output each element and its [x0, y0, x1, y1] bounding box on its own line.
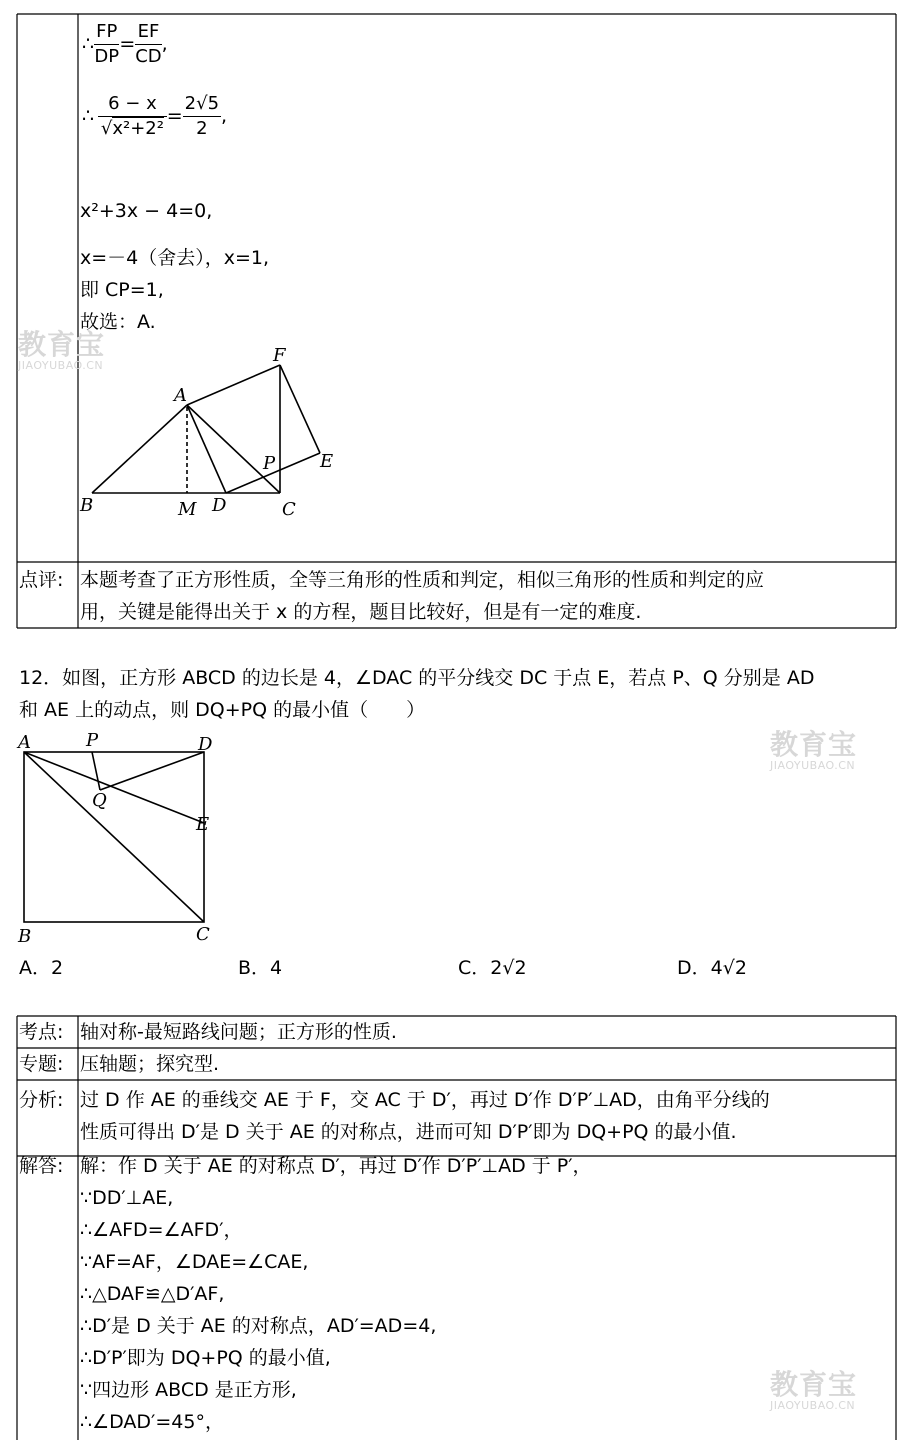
fig1-label-m: M [178, 499, 197, 520]
jieda-line: ∴△DAF≌△D′AF, [80, 1283, 225, 1305]
jieda-line: ∵AF=AF，∠DAE=∠CAE, [80, 1251, 309, 1273]
jieda-line: ∴D′是 D 关于 AE 的对称点，AD′=AD=4, [80, 1315, 437, 1337]
jieda-line: ∵四边形 ABCD 是正方形, [80, 1379, 297, 1401]
jieda-line: ∴D′P′即为 DQ+PQ 的最小值, [80, 1347, 331, 1369]
kaodian-label: 考点: [19, 1021, 64, 1043]
segment-ac [187, 405, 280, 493]
watermark-logo: 教育宝 JIAOYUBAO.CN [770, 728, 858, 772]
fig1-label-b: B [80, 495, 94, 516]
review-line-1: 本题考查了正方形性质，全等三角形的性质和判定，相似三角形的性质和判定的应 [80, 569, 765, 591]
option-c[interactable]: C．2√2 [458, 957, 527, 979]
jieda-line: ∴∠DAD′=45°， [80, 1411, 224, 1433]
fenxi-label: 分析: [19, 1089, 64, 1111]
sqrt-symbol: √ [100, 118, 113, 139]
fraction-2root5-2: $\frac{2√5}{2}$ [184, 93, 220, 139]
review-label: 点评: [19, 569, 64, 591]
segment-pq [92, 752, 100, 790]
option-d[interactable]: D．4√2 [677, 957, 747, 979]
figure-triangle-square [70, 335, 370, 535]
jieda-line: ∵DD′⊥AE, [80, 1187, 174, 1209]
watermark-logo: 教育宝 JIAOYUBAO.CN [18, 328, 106, 372]
fig2-label-c: C [196, 924, 210, 945]
question-12-line-2: 和 AE 上的动点，则 DQ+PQ 的最小值（ ） [19, 699, 426, 721]
fig1-label-p: P [263, 453, 276, 474]
roots-line: x=－4（舍去），x=1, [80, 247, 270, 269]
review-line-2: 用，关键是能得出关于 x 的方程，题目比较好，但是有一定的难度. [80, 601, 642, 623]
watermark-logo: 教育宝 JIAOYUBAO.CN [770, 1368, 858, 1412]
jieda-line: 解：作 D 关于 AE 的对称点 D′，再过 D′作 D′P′⊥AD 于 P′， [80, 1155, 592, 1177]
question-12-line-1: 12．如图，正方形 ABCD 的边长是 4，∠DAC 的平分线交 DC 于点 E，若点 P、Q 分别是 AD [19, 667, 815, 689]
zhuanti-text: 压轴题；探究型. [80, 1053, 220, 1075]
fig1-label-d: D [212, 495, 227, 516]
fenxi-line-1: 过 D 作 AE 的垂线交 AE 于 F，交 AC 于 D′，再过 D′作 D′P′⊥AD，由角平分线的 [80, 1089, 770, 1111]
fraction-6-minus-x: $\frac{6 - x}{\text{√x²+2²}}$ [98, 92, 167, 141]
segment-qd [100, 752, 204, 790]
option-a[interactable]: A．2 [19, 957, 64, 979]
fig2-label-p: P [86, 730, 99, 751]
fig2-label-d: D [198, 734, 213, 755]
ratio-equation: ∴ $\frac{FP}{DP}$ = $\frac{EF}{CD}$ , [82, 21, 168, 67]
jieda-label: 解答: [19, 1155, 64, 1177]
fig2-label-a: A [18, 732, 31, 753]
option-b[interactable]: B．4 [238, 957, 283, 979]
segment-ep [280, 453, 320, 470]
fig1-label-f: F [273, 345, 286, 366]
fig1-label-a: A [174, 385, 187, 406]
diagonal-ac [24, 752, 204, 922]
segment-af [187, 365, 280, 405]
kaodian-text: 轴对称-最短路线问题；正方形的性质. [80, 1021, 397, 1043]
quadratic-equation: x²+3x − 4=0, [80, 200, 213, 222]
therefore-symbol: ∴ [82, 33, 95, 55]
segment-fe [280, 365, 320, 453]
zhuanti-label: 专题: [19, 1053, 64, 1075]
jieda-lines [80, 1150, 592, 1438]
sqrt-equation: ∴ $\frac{6 - x}{\text{√x²+2²}}$ = $\frac{2√5}{2}$ , [82, 93, 228, 139]
choice-line: 故选：A. [80, 311, 156, 333]
fraction-ef-cd: $\frac{EF}{CD}$ [135, 21, 162, 67]
segment-ad [187, 405, 226, 493]
fig1-label-e: E [320, 451, 334, 472]
fenxi-line-2: 性质可得出 D′是 D 关于 AE 的对称点，进而可知 D′P′即为 DQ+PQ 的最小值. [80, 1121, 737, 1143]
figure-square-abcd [10, 728, 230, 948]
fig2-label-e: E [196, 814, 210, 835]
fig2-label-b: B [18, 926, 32, 947]
cp-line: 即 CP=1, [80, 279, 164, 301]
fig2-label-q: Q [92, 790, 107, 811]
fig1-label-c: C [282, 499, 296, 520]
jieda-line: ∴∠AFD=∠AFD′， [80, 1219, 243, 1241]
segment-ba [92, 405, 187, 493]
fraction-fp-dp: $\frac{FP}{DP}$ [94, 21, 120, 67]
